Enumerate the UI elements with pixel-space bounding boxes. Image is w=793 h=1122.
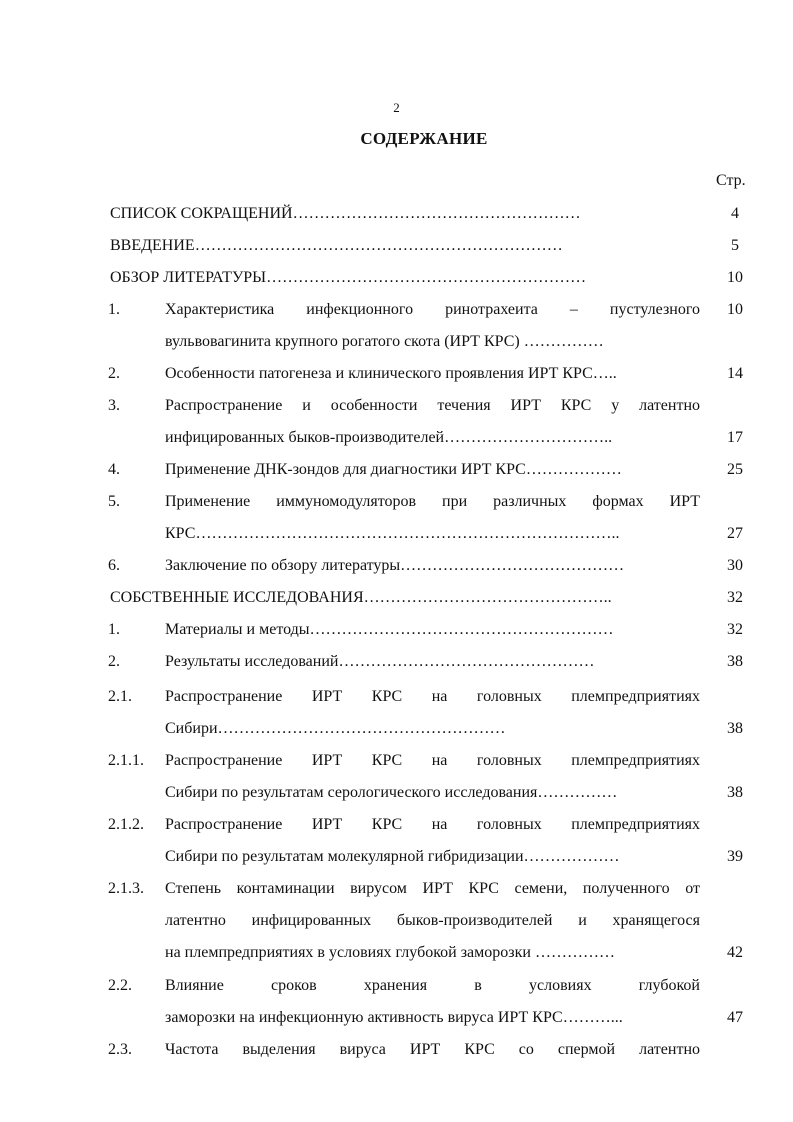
toc-entry-abbreviations [0, 201, 793, 227]
toc-entry-text: Частота выделения вируса ИРТ КРС со спермой латентно [165, 1041, 700, 1058]
toc-page-ref: 30 [727, 557, 743, 574]
toc-entry-text: на племпредприятиях в условиях глубокой заморозки …………… [165, 944, 615, 961]
toc-entry-continuation [0, 844, 793, 870]
toc-entry-continuation [0, 908, 793, 934]
toc-page-ref: 38 [727, 653, 743, 670]
toc-entry-number: 2.1.3. [108, 880, 144, 897]
toc-entry-number: 2.1.2. [108, 816, 144, 833]
toc-entry-text: Результаты исследований………………………………………… [165, 653, 595, 670]
toc-entry [0, 748, 793, 774]
toc-entry-continuation [0, 716, 793, 742]
page-column-label: Стр. [716, 172, 746, 189]
toc-entry-text: КРС…………………………………………………………………….. [165, 525, 620, 542]
toc-entry-text: СОБСТВЕННЫЕ ИССЛЕДОВАНИЯ……………………………………….. [110, 589, 612, 606]
toc-entry-number: 1. [108, 301, 120, 318]
toc-entry-number: 6. [108, 557, 120, 574]
toc-entry [0, 649, 793, 675]
toc-page-ref: 47 [727, 1009, 743, 1026]
toc-entry [0, 973, 793, 999]
toc-entry [0, 553, 793, 579]
toc-entry-text: Распространение и особенности течения ИРТ КРС у латентно [165, 397, 700, 414]
toc-page-ref: 10 [727, 269, 743, 286]
toc-entry-continuation [0, 1005, 793, 1031]
toc-entry-text: Материалы и методы………………………………………………… [165, 621, 614, 638]
toc-page-ref: 38 [727, 720, 743, 737]
toc-page-ref: 17 [727, 429, 743, 446]
toc-entry-number: 2.2. [108, 977, 132, 994]
toc-entry [0, 393, 793, 419]
toc-entry-text: Особенности патогенеза и клинического проявления ИРТ КРС….. [165, 365, 617, 382]
toc-entry-number: 2.3. [108, 1041, 132, 1058]
toc-entry [0, 684, 793, 710]
toc-entry-text: Сибири по результатам серологического исследования…………… [165, 784, 618, 801]
toc-entry-number: 3. [108, 397, 120, 414]
toc-page-ref: 32 [727, 589, 743, 606]
toc-entry-own-research [0, 585, 793, 611]
toc-page-ref: 14 [727, 365, 743, 382]
toc-entry [0, 1037, 793, 1063]
toc-page-ref: 4 [731, 205, 739, 222]
toc-entry-text: Применение иммуномодуляторов при различных формах ИРТ [165, 493, 700, 510]
toc-entry-text: СПИСОК СОКРАЩЕНИЙ……………………………………………… [110, 205, 581, 222]
toc-entry-number: 5. [108, 493, 120, 510]
toc-entry-continuation [0, 940, 793, 966]
toc-entry-text: ВВЕДЕНИЕ…………………………………………………………… [110, 237, 563, 254]
toc-page-ref: 39 [727, 848, 743, 865]
toc-page-ref: 25 [727, 461, 743, 478]
toc-page-ref: 10 [727, 301, 743, 318]
toc-entry-text: Влияние сроков хранения в условиях глубокой [165, 977, 700, 994]
toc-entry [0, 617, 793, 643]
toc-entry [0, 489, 793, 515]
toc-entry-text: инфицированных быков-производителей………………………….. [165, 429, 613, 446]
toc-entry-continuation [0, 425, 793, 451]
toc-entry-literature-review [0, 265, 793, 291]
toc-entry-text: Заключение по обзору литературы…………………………………… [165, 557, 625, 574]
page-number: 2 [393, 100, 400, 115]
toc-entry-number: 4. [108, 461, 120, 478]
toc-entry-introduction [0, 233, 793, 259]
toc-entry-number: 2. [108, 365, 120, 382]
toc-entry-text: Распространение ИРТ КРС на головных племпредприятиях [165, 752, 700, 769]
toc-entry [0, 812, 793, 838]
toc-entry [0, 361, 793, 387]
toc-page-ref: 27 [727, 525, 743, 542]
toc-entry-text: Применение ДНК-зондов для диагностики ИРТ КРС……………… [165, 461, 622, 478]
toc-entry-text: Сибири……………………………………………… [165, 720, 506, 737]
toc-entry-continuation [0, 780, 793, 806]
toc-entry [0, 876, 793, 902]
toc-entry-number: 2.1.1. [108, 752, 144, 769]
toc-entry-text: Характеристика инфекционного ринотрахеита – пустулезного [165, 301, 700, 318]
toc-entry-number: 1. [108, 621, 120, 638]
toc-entry-text: вульвовагинита крупного рогатого скота (ИРТ КРС) …………… [165, 333, 604, 350]
toc-entry-number: 2.1. [108, 688, 132, 705]
toc-page-ref: 32 [727, 621, 743, 638]
toc-entry-text: Распространение ИРТ КРС на головных племпредприятиях [165, 688, 700, 705]
toc-entry-text: ОБЗОР ЛИТЕРАТУРЫ…………………………………………………… [110, 269, 587, 286]
page-title: СОДЕРЖАНИЕ [360, 129, 488, 148]
toc-page-ref: 42 [727, 944, 743, 961]
toc-entry-continuation [0, 329, 793, 355]
toc-entry-text: латентно инфицированных быков-производителей и хранящегося [165, 912, 700, 929]
toc-page-ref: 38 [727, 784, 743, 801]
toc-entry-text: Степень контаминации вирусом ИРТ КРС семени, полученного от [165, 880, 700, 897]
toc-entry-text: заморозки на инфекционную активность вируса ИРТ КРС………... [165, 1009, 623, 1026]
toc-entry [0, 457, 793, 483]
toc-entry-text: Сибири по результатам молекулярной гибридизации……………… [165, 848, 620, 865]
toc-entry-number: 2. [108, 653, 120, 670]
toc-entry-text: Распространение ИРТ КРС на головных племпредприятиях [165, 816, 700, 833]
toc-entry [0, 297, 793, 323]
toc-page-ref: 5 [731, 237, 739, 254]
toc-entry-continuation [0, 521, 793, 547]
